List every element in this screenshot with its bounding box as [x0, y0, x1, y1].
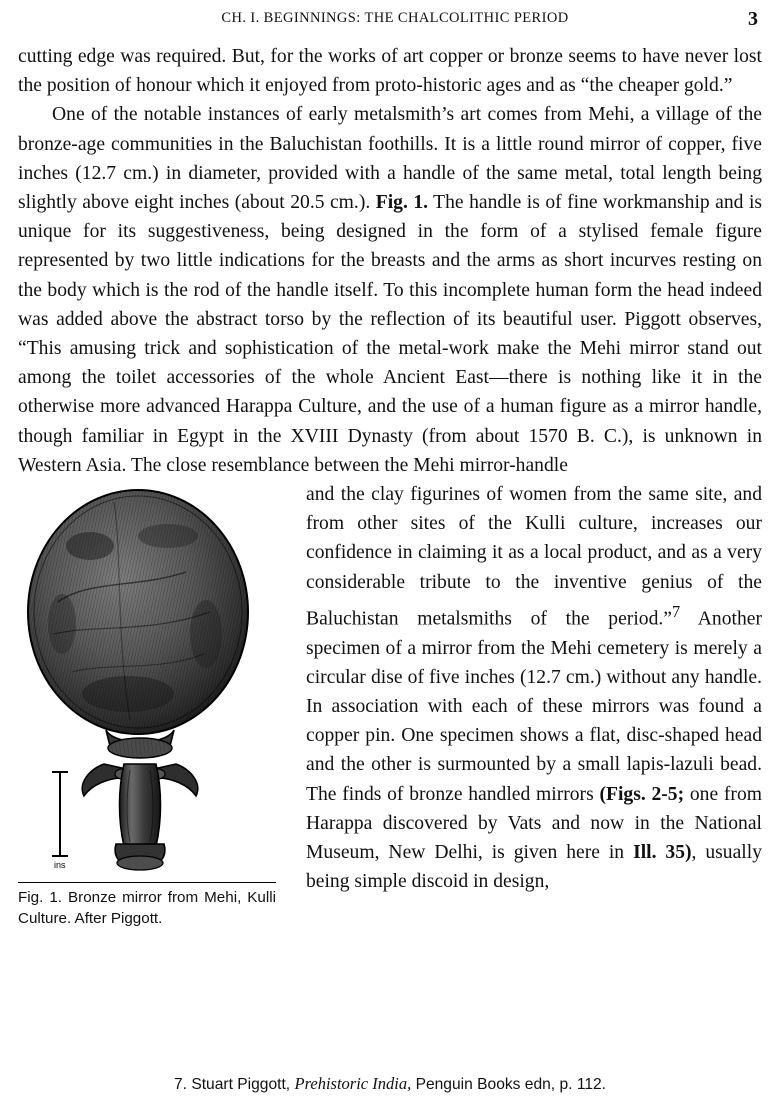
body-text [18, 42, 763, 928]
running-header [18, 10, 762, 36]
paragraph-2-text-b: The handle is of fine workmanship and is unique for its suggestiveness, being designed in the form of a stylised female figure represented by two little indications for the breasts and the arms as short incurves resting on the body which is the rod of the handle itself. To this incomplete human form the head indeed was added above the abstract torso by the reflection of its beautiful user. Piggott observes, “This amusing trick and sophistication of the metal-work make the Mehi mirror stand out among the toilet accessories of the whole Ancient East—there is nothing like it in the otherwise more advanced Harappa Culture, and the use of a human figure as a mirror handle, though familiar in Egypt in the XVIII Dynasty (from about 1570 B. C.), is unknown in Western Asia. The close resemblance between the Mehi mirror-handle [18, 192, 763, 476]
figure-reference-figs25: (Figs. 2-5; [599, 783, 685, 805]
footnote-title: Prehistoric India, [294, 1074, 412, 1093]
paragraph-3-text-d: , usually being simple discoid in design, [306, 842, 762, 893]
paragraph-1 [18, 42, 762, 100]
bronze-mirror-illustration [18, 484, 290, 876]
footnote-number: 7. [173, 1076, 187, 1093]
figure-caption-text: Bronze mirror from Mehi, Kulli Culture. After Piggott. [18, 889, 276, 928]
caption-divider [18, 882, 276, 883]
figure-caption [18, 887, 276, 929]
footnote-marker: 7 [671, 601, 681, 621]
figure-block [18, 484, 290, 929]
figure-caption-lead: Fig. 1. [18, 889, 62, 907]
page-number: 3 [748, 8, 758, 30]
paragraph-1-text: cutting edge was required. But, for the works of art copper or bronze seems to have never lost the position of honour which it enjoyed from proto-historic ages and as “the cheaper gold.” [18, 46, 762, 97]
svg-text:ins: ins [54, 860, 66, 871]
illustration-reference: Ill. 35) [633, 842, 692, 864]
footnote-rest: Penguin Books edn, p. 112. [415, 1076, 607, 1093]
paragraph-3-text-a: and the clay figurines of women from the same site, and from other sites of the Kulli culture, increases our confidence in claiming it as a local product, and as a very considerable tribute to the inventive genius of the Baluchistan metalsmiths of the period.” [306, 484, 762, 630]
footnote-author: Stuart Piggott, [191, 1076, 291, 1093]
figure-reference-fig1: Fig. 1. [375, 192, 429, 214]
paragraph-3-text-c: one from Harappa discovered by Vats and now in the National Museum, New Delhi, is given here in [306, 783, 762, 864]
footnote [18, 1074, 762, 1094]
running-title: CH. I. BEGINNINGS: THE CHALCOLITHIC PERIOD [221, 10, 569, 26]
paragraph-3-text-b: Another specimen of a mirror from the Mehi cemetery is merely a circular dise of five inches (12.7 cm.) without any handle. In association with each of these mirrors was found a copper pin. One specimen shows a flat, disc-shaped head and the other is surmounted by a small lapis-lazuli bead. The finds of bronze handled mirrors [306, 608, 762, 805]
paragraph-2-text-a: One of the notable instances of early metalsmith’s art comes from Mehi, a village of the bronze-age communities in the Baluchistan foothills. It is a little round mirror of copper, five inches (12.7 cm.) in diameter, provided with a handle of the same metal, total length being slightly above eight inches (about 20.5 cm.). [18, 104, 762, 214]
paragraph-2 [18, 100, 762, 480]
